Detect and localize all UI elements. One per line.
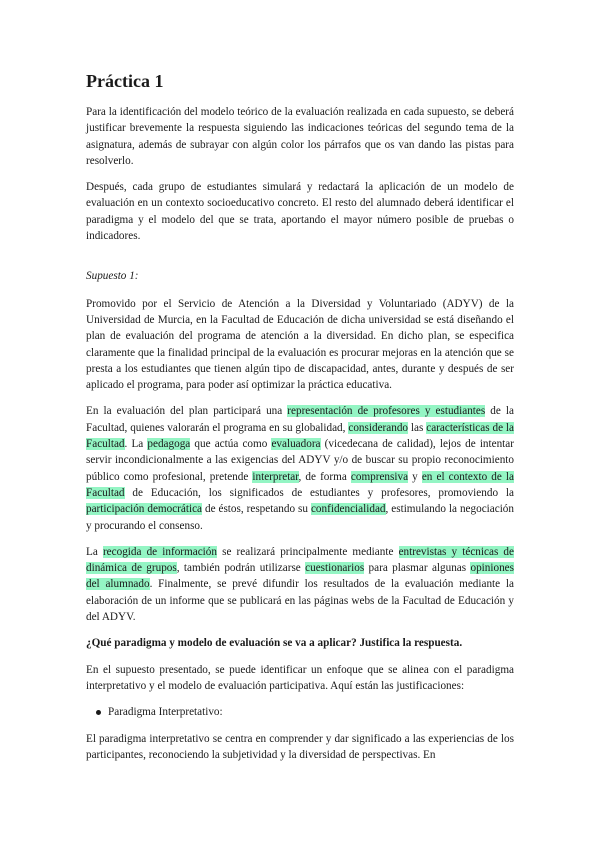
document-body xyxy=(86,70,514,773)
highlight-evaluadora: evaluadora xyxy=(271,438,321,451)
intro-paragraph-1: Para la identificación del modelo teórico de la evaluación realizada en cada supuesto, se deberá justificar brevemente la respuesta siguiendo las indicaciones teóricas del segundo tema de la asignatura, además de subrayar con algún color los párrafos que os van dando las pistas para resolverlo. xyxy=(86,106,514,167)
highlight-opiniones: opiniones del alumnado xyxy=(86,562,514,591)
text-run: de la Facultad, quienes valorarán el programa en su globalidad, xyxy=(86,405,514,434)
list-item-label: Paradigma Interpretativo: xyxy=(108,706,223,719)
highlight-confidencialidad: confidencialidad xyxy=(310,503,386,516)
text-run: y xyxy=(408,470,422,483)
text-run: para plasmar algunas xyxy=(364,562,471,575)
highlight-caracteristicas: características de la Facultad xyxy=(86,421,515,451)
text-run: que actúa como xyxy=(190,438,272,451)
question-heading: ¿Qué paradigma y modelo de evaluación se va a aplicar? Justifica la respuesta. xyxy=(86,637,463,650)
text-run: de éstos, respetando su xyxy=(202,503,311,516)
highlight-entrevistas: entrevistas y técnicas de dinámica de grupos xyxy=(86,545,514,575)
text-run: La xyxy=(86,545,103,558)
highlight-considerando: considerando xyxy=(348,421,409,434)
text-run: de Educación, los significados de estudiantes y profesores, promoviendo la xyxy=(124,486,514,499)
list-item xyxy=(108,704,514,720)
answer-paragraph-2: El paradigma interpretativo se centra en comprender y dar significado a las experiencias de los participantes, reconociendo la subjetividad y la diversidad de perspectivas. En xyxy=(86,732,514,761)
text-run: , estimulando la negociación y procurando el consenso. xyxy=(86,503,514,532)
case-paragraph-2 xyxy=(86,403,514,533)
case-paragraph-1: Promovido por el Servicio de Atención a la Diversidad y Voluntariado (ADYV) de la Universidad de Murcia, en la Facultad de Educación de dicha universidad se está diseñando el plan de evaluación del programa de atención a la diversidad. En dicho plan, se especifica claramente que la finalidad principal de la evaluación es procurar mejoras en la atención que se presta a los estudiantes que tienen algún tipo de discapacidad, antes, durante y después de ser aplicado el programa, para poder así optimizar la práctica educativa. xyxy=(86,297,514,392)
text-run: . Finalmente, se prevé difundir los resultados de la evaluación mediante la elaboración de un informe que se publicará en las páginas webs de la Facultad de Educación y del ADYV. xyxy=(86,578,514,624)
page-title: Práctica 1 xyxy=(86,71,164,91)
answer-paragraph-1: En el supuesto presentado, se puede identificar un enfoque que se alinea con el paradigma interpretativo y el modelo de evaluación participativa. Aquí están las justificaciones: xyxy=(86,663,514,692)
text-run: las xyxy=(408,421,427,434)
bullet-icon xyxy=(96,710,101,715)
highlight-contexto: en el contexto de la Facultad xyxy=(86,470,514,499)
text-run: se realizará principalmente mediante xyxy=(216,545,399,558)
text-run: . La xyxy=(124,438,148,451)
highlight-participacion: participación democrática xyxy=(86,503,203,516)
highlight-interpretar: interpretar xyxy=(252,470,299,483)
highlight-recogida: recogida de información xyxy=(102,545,217,558)
case-title: Supuesto 1: xyxy=(86,270,139,283)
text-run: (vicedecana de calidad), lejos de intentar servir incondicionalmente a las exigencias del ADYV y/o de buscar su propio reconocimiento público como profesional, pretende xyxy=(86,438,514,483)
text-run: En la evaluación del plan participará una xyxy=(86,405,288,418)
text-run: , también podrán utilizarse xyxy=(176,562,306,575)
highlight-representacion: representación de profesores y estudiantes xyxy=(287,405,486,418)
answer-list xyxy=(86,704,514,720)
highlight-comprensiva: comprensiva xyxy=(350,470,409,483)
case-paragraph-3 xyxy=(86,544,514,625)
highlight-cuestionarios: cuestionarios xyxy=(305,562,365,575)
text-run: , de forma xyxy=(298,470,351,483)
intro-paragraph-2: Después, cada grupo de estudiantes simulará y redactará la aplicación de un modelo de evaluación en un contexto socioeducativo concreto. El resto del alumnado deberá identificar el paradigma y el modelo del que se trata, aportando el mayor número posible de pruebas o indicadores. xyxy=(86,181,514,243)
highlight-pedagoga: pedagoga xyxy=(147,438,191,451)
